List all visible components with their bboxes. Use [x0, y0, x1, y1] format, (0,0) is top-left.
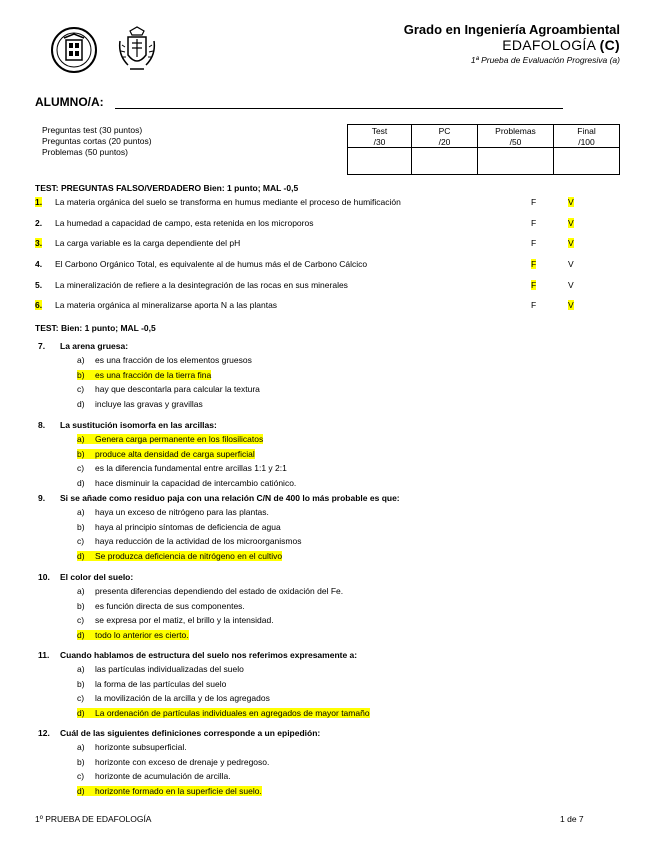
mc-question-number: 7.	[38, 341, 46, 351]
mc-option-letter: a)	[77, 664, 85, 674]
tf-option-false[interactable]: F	[531, 197, 537, 207]
scoring-line: Preguntas cortas (20 puntos)	[42, 136, 152, 146]
mc-question	[38, 493, 400, 503]
school-crest-icon	[116, 25, 158, 75]
tf-option-false[interactable]: F	[531, 300, 537, 310]
mc-option-letter: d)	[77, 785, 85, 796]
mc-option[interactable]	[77, 664, 244, 674]
tf-option-true[interactable]: V	[568, 218, 574, 228]
score-cell-pc[interactable]	[412, 148, 478, 175]
tf-statement: La materia orgánica del suelo se transforma en humus mediante el proceso de humificación	[55, 197, 401, 207]
tf-option-true[interactable]: V	[568, 259, 574, 269]
footer-title: 1º PRUEBA DE EDAFOLOGÍA	[35, 814, 152, 824]
tf-statement: La materia orgánica al mineralizarse aporta N a las plantas	[55, 300, 278, 310]
mc-option-letter: a)	[77, 355, 85, 365]
mc-question-number: 11.	[38, 650, 50, 660]
score-max: /50	[478, 136, 554, 148]
mc-question-number: 10.	[38, 572, 50, 582]
tf-number: 1.	[35, 197, 43, 207]
score-max: /30	[348, 136, 412, 148]
tf-option-false[interactable]: F	[531, 238, 537, 248]
mc-option-text: haya reducción de la actividad de los microorganismos	[95, 536, 302, 546]
mc-option[interactable]	[77, 355, 252, 365]
mc-option-text: hay que descontarla para calcular la textura	[95, 384, 260, 394]
mc-option-text: haya un exceso de nitrógeno para las plantas.	[95, 507, 269, 517]
mc-question	[38, 572, 133, 582]
mc-option-letter: c)	[77, 536, 85, 546]
mc-option-letter: b)	[77, 448, 85, 459]
mc-option[interactable]	[77, 615, 274, 625]
mc-option-text: la forma de las partículas del suelo	[95, 678, 227, 689]
tf-statement: La humedad a capacidad de campo, esta retenida en los microporos	[55, 218, 314, 228]
mc-question-number: 8.	[38, 420, 46, 430]
mc-question-text: Si se añade como residuo paja con una relación C/N de 400 lo más probable es que:	[60, 493, 400, 503]
tf-number: 5.	[35, 280, 43, 290]
score-col-header: Test	[348, 125, 412, 137]
mc-question-number: 9.	[38, 493, 46, 503]
mc-option[interactable]	[77, 399, 203, 409]
scoring-line: Problemas (50 puntos)	[42, 147, 128, 157]
mc-question-text: La arena gruesa:	[60, 341, 129, 351]
score-cell-test[interactable]	[348, 148, 412, 175]
mc-option[interactable]	[77, 586, 343, 596]
score-cell-problems[interactable]	[478, 148, 554, 175]
score-col-header: Final	[554, 125, 620, 137]
mc-option[interactable]	[77, 463, 287, 473]
mc-option-text: La ordenación de partículas individuales en agregados de mayor tamaño	[95, 707, 370, 718]
mc-question	[38, 341, 128, 351]
mc-question	[38, 728, 320, 738]
mc-option-text: la movilización de la arcilla y de los agregados	[95, 693, 270, 703]
mc-option-text: incluye las gravas y gravillas	[95, 398, 203, 409]
mc-option[interactable]	[77, 522, 281, 532]
tf-option-true[interactable]: V	[568, 238, 574, 248]
student-label: ALUMNO/A:	[35, 95, 104, 109]
mc-option-text: presenta diferencias dependiendo del estado de oxidación del Fe.	[95, 586, 344, 596]
mc-option[interactable]	[77, 742, 187, 752]
mc-option[interactable]	[77, 551, 282, 561]
mc-option[interactable]	[77, 757, 269, 767]
mc-option-letter: a)	[77, 434, 85, 444]
tf-section-title: TEST: PREGUNTAS FALSO/VERDADERO Bien: 1 punto; MAL -0,5	[35, 183, 299, 193]
tf-option-true[interactable]: V	[568, 300, 574, 310]
mc-option[interactable]	[77, 601, 245, 611]
university-seal-icon	[50, 26, 98, 74]
tf-option-false[interactable]: F	[531, 280, 537, 290]
degree-title: Grado en Ingeniería Agroambiental	[403, 22, 620, 37]
mc-option[interactable]	[77, 434, 263, 444]
mc-option-letter: b)	[77, 756, 85, 767]
mc-option-text: produce alta densidad de carga superficial	[95, 448, 255, 459]
student-name-line[interactable]	[115, 108, 563, 109]
mc-option-letter: b)	[77, 369, 85, 380]
mc-question-text: Cuando hablamos de estructura del suelo nos referimos expresamente a:	[60, 650, 358, 660]
mc-question	[38, 650, 357, 660]
tf-option-true[interactable]: V	[568, 280, 574, 290]
mc-option-letter: d)	[77, 707, 85, 718]
tf-number: 4.	[35, 259, 43, 269]
mc-option-letter: b)	[77, 600, 85, 611]
score-max: /100	[554, 136, 620, 148]
mc-option-text: hace disminuir la capacidad de intercambio catiónico.	[95, 477, 297, 488]
mc-option-text: haya al principio síntomas de deficiencia de agua	[95, 521, 281, 532]
mc-option-letter: b)	[77, 521, 85, 532]
mc-option[interactable]	[77, 507, 269, 517]
score-max: /20	[412, 136, 478, 148]
mc-option-text: horizonte formado en la superficie del suelo.	[95, 785, 262, 796]
mc-option-text: Se produzca deficiencia de nitrógeno en el cultivo	[95, 550, 283, 561]
mc-option[interactable]	[77, 771, 231, 781]
page-number: 1 de 7	[560, 814, 584, 824]
mc-option[interactable]	[77, 786, 262, 796]
mc-option-text: es una fracción de la tierra fina	[95, 369, 212, 380]
tf-statement: El Carbono Orgánico Total, es equivalente al de humus más el de Carbono Cálcico	[55, 259, 368, 269]
mc-option-text: es una fracción de los elementos gruesos	[95, 355, 252, 365]
score-cell-final[interactable]	[554, 148, 620, 175]
mc-question-number: 12.	[38, 728, 50, 738]
tf-number: 3.	[35, 238, 43, 248]
tf-number: 6.	[35, 300, 43, 310]
mc-option-text: todo lo anterior es cierto.	[95, 629, 189, 640]
tf-option-false[interactable]: F	[531, 218, 537, 228]
mc-option[interactable]	[77, 693, 270, 703]
mc-option-letter: d)	[77, 550, 85, 561]
mc-option[interactable]	[77, 630, 189, 640]
tf-option-false[interactable]: F	[531, 259, 537, 269]
mc-option-letter: b)	[77, 678, 85, 689]
subject-title	[502, 37, 620, 53]
mc-option-letter: a)	[77, 586, 85, 596]
mc-section-title: TEST: Bien: 1 punto; MAL -0,5	[35, 323, 156, 333]
tf-statement: La carga variable es la carga dependiente del pH	[55, 238, 241, 248]
mc-option-text: las partículas individualizadas del suelo	[95, 664, 244, 674]
tf-statement: La mineralización de refiere a la desintegración de las rocas en sus minerales	[55, 280, 348, 290]
mc-option-text: horizonte subsuperficial.	[95, 742, 187, 752]
mc-option-letter: c)	[77, 615, 85, 625]
mc-option-text: se expresa por el matiz, el brillo y la intensidad.	[95, 615, 274, 625]
mc-question-text: El color del suelo:	[60, 572, 134, 582]
mc-option-letter: c)	[77, 693, 85, 703]
score-table	[347, 124, 620, 175]
mc-option-letter: d)	[77, 398, 85, 409]
mc-option[interactable]	[77, 536, 301, 546]
mc-option-text: horizonte con exceso de drenaje y pedregoso.	[95, 756, 270, 767]
mc-option-text: es la diferencia fundamental entre arcillas 1:1 y 2:1	[95, 463, 287, 473]
mc-option[interactable]	[77, 679, 226, 689]
tf-number: 2.	[35, 218, 43, 228]
mc-option-letter: d)	[77, 629, 85, 640]
mc-option-letter: c)	[77, 384, 85, 394]
exam-version: (C)	[599, 37, 620, 53]
mc-option[interactable]	[77, 370, 211, 380]
mc-option-letter: a)	[77, 507, 85, 517]
mc-option-text: horizonte de acumulación de arcilla.	[95, 771, 231, 781]
mc-option-text: Genera carga permanente en los filosilicatos	[95, 434, 264, 444]
score-col-header: Problemas	[478, 125, 554, 137]
mc-option-letter: c)	[77, 463, 85, 473]
mc-question-text: Cuál de las siguientes definiciones corresponde a un epipedión:	[60, 728, 321, 738]
scoring-legend	[42, 125, 152, 158]
mc-option-letter: a)	[77, 742, 85, 752]
mc-question-text: La sustitución isomorfa en las arcillas:	[60, 420, 217, 430]
mc-option[interactable]	[77, 384, 260, 394]
score-col-header: PC	[412, 125, 478, 137]
exam-name: 1ª Prueba de Evaluación Progresiva (a)	[470, 55, 620, 65]
subject-name: EDAFOLOGÍA	[502, 37, 596, 53]
tf-option-true[interactable]: V	[568, 197, 574, 207]
mc-option[interactable]	[77, 449, 255, 459]
mc-option-letter: c)	[77, 771, 85, 781]
mc-question	[38, 420, 217, 430]
mc-option-letter: d)	[77, 477, 85, 488]
scoring-line: Preguntas test (30 puntos)	[42, 125, 143, 135]
mc-option[interactable]	[77, 708, 370, 718]
mc-option-text: es función directa de sus componentes.	[95, 600, 245, 611]
mc-option[interactable]	[77, 478, 296, 488]
